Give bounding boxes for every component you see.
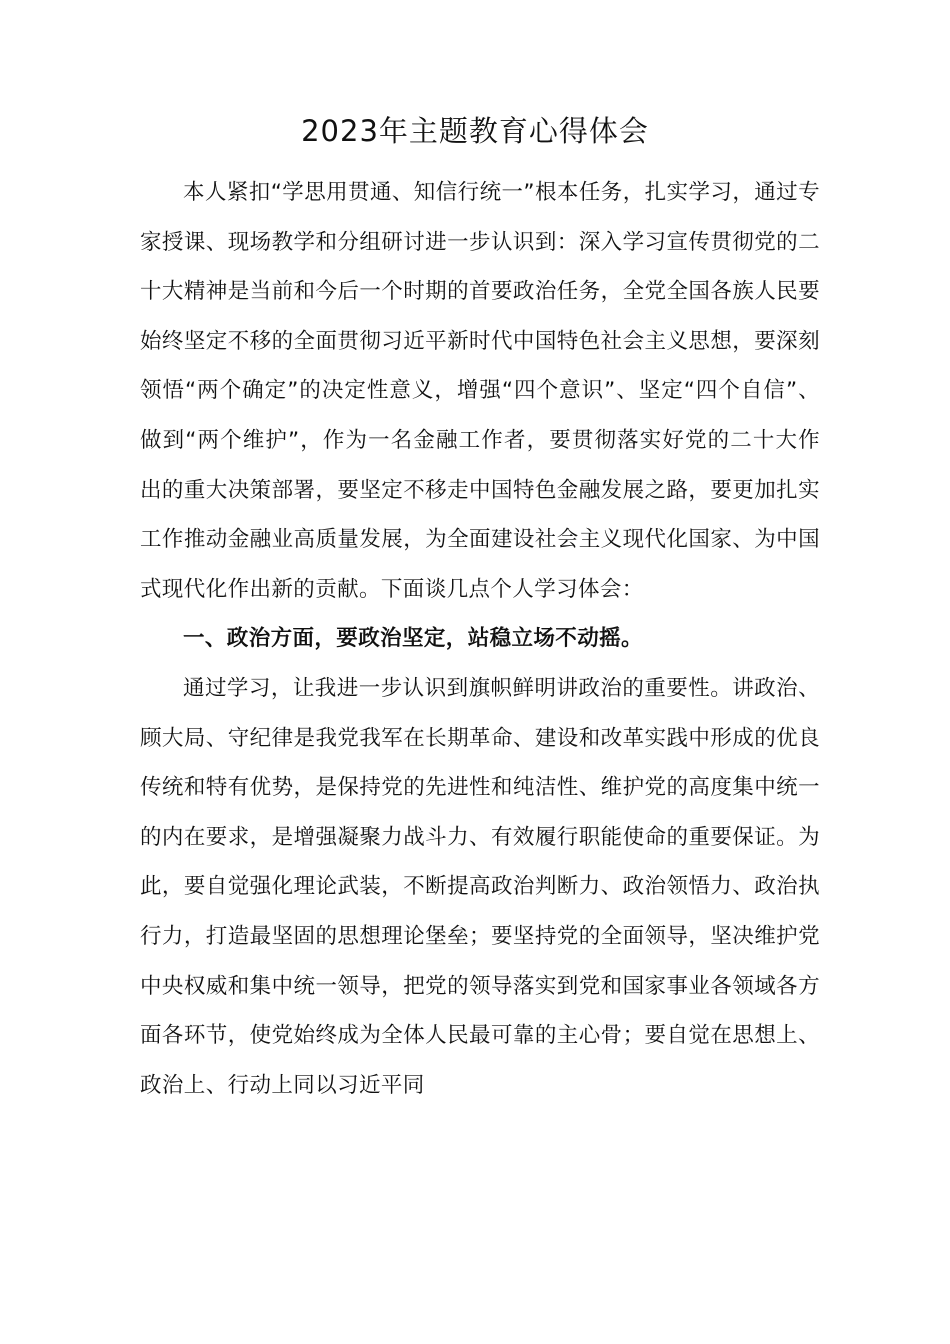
document-body <box>140 168 820 1110</box>
paragraph-politics: 通过学习，让我进一步认识到旗帜鲜明讲政治的重要性。讲政治、顾大局、守纪律是我党我军在长期革命、建设和改革实践中形成的优良传统和特有优势，是保持党的先进性和纯洁性、维护党的高度集中统一的内在要求，是增强凝聚力战斗力、有效履行职能使命的重要保证。为此，要自觉强化理论武装，不断提高政治判断力、政治领悟力、政治执行力，打造最坚固的思想理论堡垒；要坚持党的全面领导，坚决维护党中央权威和集中统一领导，把党的领导落实到党和国家事业各领域各方面各环节，使党始终成为全体人民最可靠的主心骨；要自觉在思想上、政治上、行动上同以习近平同 <box>140 675 820 1098</box>
paragraph-intro: 本人紧扣“学思用贯通、知信行统一”根本任务，扎实学习，通过专家授课、现场教学和分组研讨进一步认识到：深入学习宣传贯彻党的二十大精神是当前和今后一个时期的首要政治任务，全党全国各族人民要始终坚定不移的全面贯彻习近平新时代中国特色社会主义思想，要深刻领悟“两个确定”的决定性意义，增强“四个意识”、坚定“四个自信”、做到“两个维护”，作为一名金融工作者，要贯彻落实好党的二十大作出的重大决策部署，要坚定不移走中国特色金融发展之路，要更加扎实工作推动金融业高质量发展，为全面建设社会主义现代化国家、为中国式现代化作出新的贡献。下面谈几点个人学习体会： <box>140 180 820 602</box>
document-title: 2023年主题教育心得体会 <box>301 114 649 149</box>
section-heading-politics: 一、政治方面，要政治坚定，站稳立场不动摇。 <box>183 626 643 652</box>
